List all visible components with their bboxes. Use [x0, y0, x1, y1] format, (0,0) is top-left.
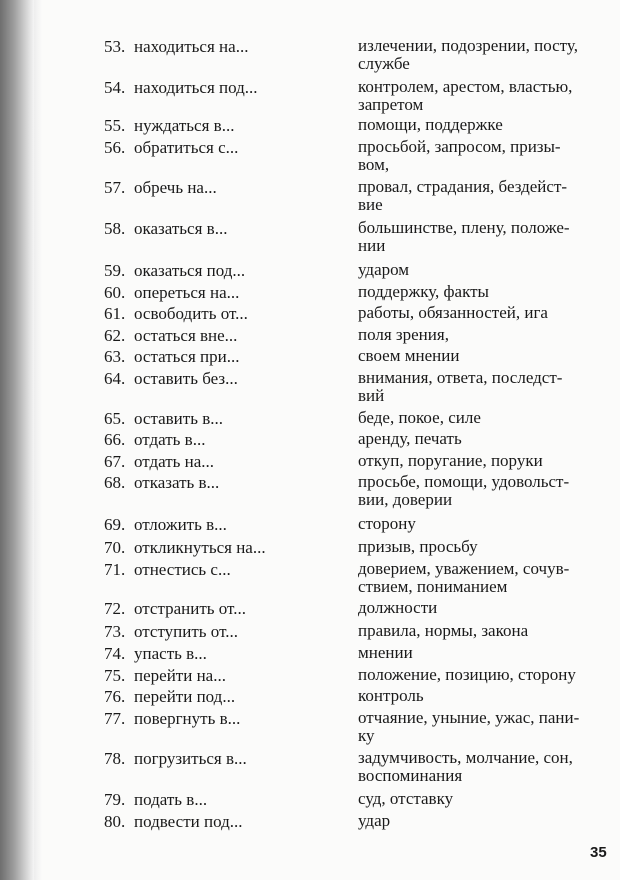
entry-verb: оставить без...	[134, 369, 238, 388]
entry-number: 63.	[104, 347, 126, 366]
entry-number: 78.	[104, 749, 126, 768]
entry-verb: оказаться под...	[134, 261, 246, 280]
entry-objects: контролем, арестом, властью, запретом	[358, 78, 573, 114]
entry-number: 64.	[104, 369, 126, 388]
entry-number: 75.	[104, 666, 126, 685]
entry-number: 79.	[104, 790, 126, 809]
entry-objects: просьбе, помощи, удовольст- вии, доверии	[358, 473, 570, 509]
entry-objects: большинстве, плену, положе- нии	[358, 219, 570, 255]
entry-objects: сторону	[358, 515, 416, 533]
entry-number: 55.	[104, 116, 126, 135]
entry-number: 53.	[104, 37, 126, 56]
entry-objects: мнении	[358, 644, 413, 662]
entry-objects: своем мнении	[358, 347, 460, 365]
entry-number: 77.	[104, 709, 126, 728]
entry-number: 65.	[104, 409, 126, 428]
entry-objects: ударом	[358, 261, 410, 279]
entry-number: 57.	[104, 178, 126, 197]
entry-number: 71.	[104, 560, 126, 579]
entry-verb: опереться на...	[134, 283, 240, 302]
entry-verb: оказаться в...	[134, 219, 228, 238]
entry-verb: остаться вне...	[134, 326, 238, 345]
entry-number: 72.	[104, 599, 126, 618]
entry-objects: удар	[358, 812, 391, 830]
entry-objects: поля зрения,	[358, 326, 449, 344]
entry-verb: откликнуться на...	[134, 538, 266, 557]
entry-objects: провал, страдания, бездейст- вие	[358, 178, 568, 214]
entry-objects: излечении, подозрении, посту, службе	[358, 37, 578, 73]
entry-number: 80.	[104, 812, 126, 831]
entry-verb: упасть в...	[134, 644, 207, 663]
entry-verb: освободить от...	[134, 304, 248, 323]
entry-objects: задумчивость, молчание, сон, воспоминания	[358, 749, 573, 785]
entry-number: 74.	[104, 644, 126, 663]
entry-objects: работы, обязанностей, ига	[358, 304, 548, 322]
entry-verb: отложить в...	[134, 515, 227, 534]
entry-number: 56.	[104, 138, 126, 157]
entry-verb: подвести под...	[134, 812, 243, 831]
entry-verb: отступить от...	[134, 622, 238, 641]
entry-number: 66.	[104, 430, 126, 449]
entry-objects: просьбой, запросом, призы- вом,	[358, 138, 561, 174]
entry-verb: находиться на...	[134, 37, 249, 56]
entry-verb: обречь на...	[134, 178, 217, 197]
entry-objects: должности	[358, 599, 438, 617]
entry-objects: помощи, поддержке	[358, 116, 503, 134]
entry-verb: остаться при...	[134, 347, 240, 366]
entry-objects: поддержку, факты	[358, 283, 489, 301]
entry-objects: суд, отставку	[358, 790, 454, 808]
entry-number: 54.	[104, 78, 126, 97]
entry-number: 61.	[104, 304, 126, 323]
entry-verb: отказать в...	[134, 473, 220, 492]
entry-verb: перейти под...	[134, 687, 236, 706]
entry-objects: откуп, поругание, поруки	[358, 452, 543, 470]
entry-objects: беде, покое, силе	[358, 409, 481, 427]
entry-verb: отдать в...	[134, 430, 206, 449]
entry-objects: доверием, уважением, сочув- ствием, пониманием	[358, 560, 570, 596]
entry-verb: погрузиться в...	[134, 749, 247, 768]
entry-number: 76.	[104, 687, 126, 706]
entry-verb: обратиться с...	[134, 138, 239, 157]
entry-verb: нуждаться в...	[134, 116, 235, 135]
entry-verb: отстранить от...	[134, 599, 246, 618]
entry-objects: правила, нормы, закона	[358, 622, 529, 640]
entry-objects: аренду, печать	[358, 430, 462, 448]
entry-number: 60.	[104, 283, 126, 302]
entry-number: 68.	[104, 473, 126, 492]
entry-objects: контроль	[358, 687, 424, 705]
entry-verb: оставить в...	[134, 409, 223, 428]
entry-number: 70.	[104, 538, 126, 557]
entry-number: 58.	[104, 219, 126, 238]
entry-number: 59.	[104, 261, 126, 280]
entry-objects: отчаяние, уныние, ужас, пани- ку	[358, 709, 580, 745]
entry-verb: перейти на...	[134, 666, 226, 685]
entry-number: 67.	[104, 452, 126, 471]
entry-verb: находиться под...	[134, 78, 258, 97]
entry-verb: подать в...	[134, 790, 208, 809]
entry-objects: призыв, просьбу	[358, 538, 478, 556]
entry-verb: отнестись с...	[134, 560, 231, 579]
entry-number: 73.	[104, 622, 126, 641]
entry-objects: внимания, ответа, последст- вий	[358, 369, 563, 405]
entry-number: 62.	[104, 326, 126, 345]
entry-number: 69.	[104, 515, 126, 534]
entry-verb: повергнуть в...	[134, 709, 241, 728]
page-number: 35	[590, 844, 607, 861]
entry-objects: положение, позицию, сторону	[358, 666, 576, 684]
entry-verb: отдать на...	[134, 452, 215, 471]
